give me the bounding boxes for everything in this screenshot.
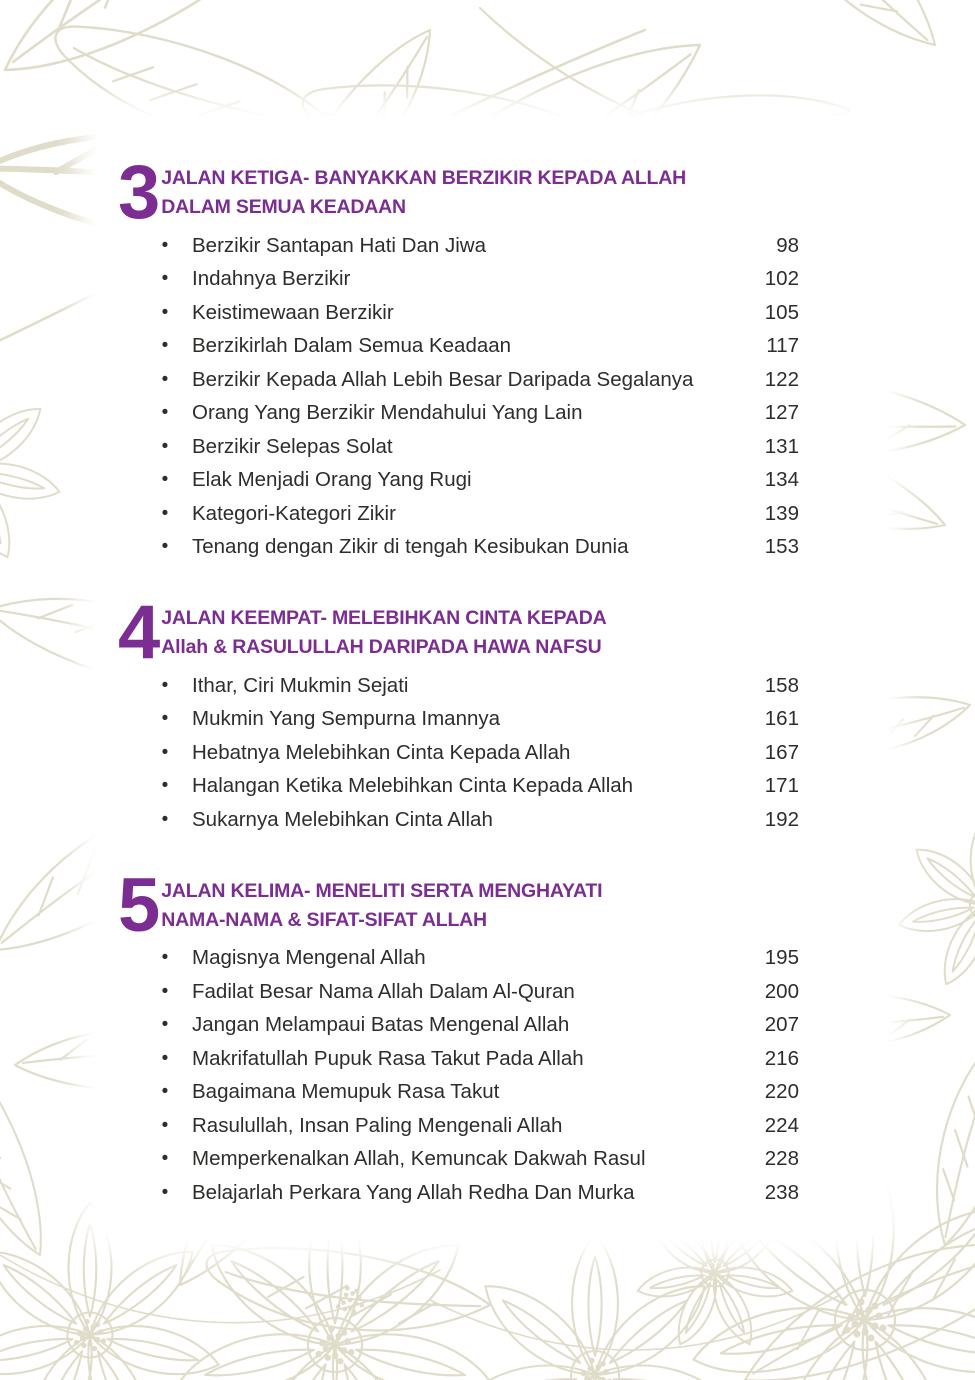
section-number: 4 — [118, 590, 159, 675]
toc-entry — [118, 464, 799, 498]
toc-entry — [118, 531, 799, 565]
toc-entry-label: Mukmin Yang Sempurna Imannya — [192, 707, 501, 731]
toc-section — [118, 590, 799, 837]
toc-content-panel — [95, 116, 887, 1240]
toc-entry-label: Hebatnya Melebihkan Cinta Kepada Allah — [192, 740, 571, 764]
bullet-icon: • — [161, 368, 169, 390]
toc-entry-label: Memperkenalkan Allah, Kemuncak Dakwah Rasul — [192, 1147, 646, 1171]
toc-entry-page-number: 153 — [764, 535, 799, 559]
section-title — [161, 164, 686, 222]
toc-entry-page-number: 200 — [764, 979, 799, 1003]
toc-entry-page-number: 102 — [764, 267, 799, 291]
section-title-line1: JALAN KEEMPAT- MELEBIHKAN CINTA KEPADA — [161, 607, 607, 629]
toc-entry — [118, 942, 799, 976]
section-number: 5 — [118, 862, 159, 948]
toc-entry — [118, 430, 799, 464]
toc-entry-page-number: 216 — [764, 1046, 799, 1070]
section-header — [118, 150, 799, 235]
toc-entry-label: Bagaimana Memupuk Rasa Takut — [192, 1080, 500, 1104]
section-title-line1: JALAN KETIGA- BANYAKKAN BERZIKIR KEPADA ALLAH — [161, 167, 687, 189]
toc-entry-label: Indahnya Berzikir — [192, 267, 351, 291]
toc-entry-label: Berzikir Santapan Hati Dan Jiwa — [192, 233, 486, 257]
toc-entry — [118, 363, 799, 397]
toc-entry-page-number: 224 — [764, 1113, 799, 1137]
toc-entry-label: Magisnya Mengenal Allah — [192, 946, 426, 970]
toc-entry-page-number: 195 — [764, 946, 799, 970]
toc-entry — [118, 975, 799, 1009]
toc-list — [118, 942, 799, 1210]
toc-list — [118, 669, 799, 837]
toc-entry-label: Tenang dengan Zikir di tengah Kesibukan Dunia — [192, 535, 629, 559]
toc-section — [118, 862, 799, 1210]
toc-entry-label: Kategori-Kategori Zikir — [192, 501, 396, 525]
toc-entry-page-number: 167 — [764, 740, 799, 764]
toc-entry-page-number: 207 — [764, 1013, 799, 1037]
bullet-icon: • — [161, 1148, 169, 1170]
toc-entry-page-number: 228 — [764, 1147, 799, 1171]
section-header — [118, 590, 799, 675]
toc-entry — [118, 397, 799, 431]
toc-entry-page-number: 238 — [764, 1180, 799, 1204]
toc-entry — [118, 263, 799, 297]
toc-entry-page-number: 220 — [764, 1080, 799, 1104]
section-title-line1: JALAN KELIMA- MENELITI SERTA MENGHAYATI — [161, 879, 603, 902]
toc-section — [118, 150, 799, 564]
toc-entry-label: Berzikirlah Dalam Semua Keadaan — [192, 334, 512, 358]
bullet-icon: • — [161, 980, 169, 1002]
toc-entry-label: Halangan Ketika Melebihkan Cinta Kepada Allah — [192, 774, 634, 798]
bullet-icon: • — [161, 1047, 169, 1069]
toc-entry — [118, 1076, 799, 1110]
bullet-icon: • — [161, 741, 169, 763]
toc-entry — [118, 1143, 799, 1177]
toc-entry — [118, 1009, 799, 1043]
bullet-icon: • — [161, 1014, 169, 1036]
toc-entry-label: Rasulullah, Insan Paling Mengenali Allah — [192, 1113, 563, 1137]
toc-entry-page-number: 139 — [764, 501, 799, 525]
bullet-icon: • — [161, 234, 169, 256]
toc-entry-label: Orang Yang Berzikir Mendahului Yang Lain — [192, 401, 583, 425]
toc-entry-label: Jangan Melampaui Batas Mengenal Allah — [192, 1013, 570, 1037]
toc-entry — [118, 803, 799, 837]
toc-entry-label: Keistimewaan Berzikir — [192, 300, 394, 324]
toc-entry-label: Fadilat Besar Nama Allah Dalam Al-Quran — [192, 979, 575, 1003]
toc-entry-page-number: 98 — [776, 233, 799, 257]
bullet-icon: • — [161, 1181, 169, 1203]
toc-entry-label: Sukarnya Melebihkan Cinta Allah — [192, 807, 493, 831]
section-number: 3 — [118, 150, 159, 235]
section-title-line2: DALAM SEMUA KEADAAN — [161, 196, 406, 218]
toc-entry — [118, 1109, 799, 1143]
toc-entry-label: Elak Menjadi Orang Yang Rugi — [192, 468, 472, 492]
toc-entry-page-number: 127 — [764, 401, 799, 425]
bullet-icon: • — [161, 947, 169, 969]
bullet-icon: • — [161, 1114, 169, 1136]
toc-entry-page-number: 192 — [764, 807, 799, 831]
toc-entry-page-number: 117 — [766, 334, 799, 358]
toc-entry-label: Makrifatullah Pupuk Rasa Takut Pada Allah — [192, 1046, 584, 1070]
toc-entry-page-number: 158 — [764, 673, 799, 697]
toc-entry — [118, 296, 799, 330]
toc-entry — [118, 770, 799, 804]
section-title-line2: NAMA-NAMA & SIFAT-SIFAT ALLAH — [161, 908, 487, 931]
toc-entry — [118, 330, 799, 364]
bullet-icon: • — [161, 808, 169, 830]
toc-entry-page-number: 171 — [764, 774, 799, 798]
bullet-icon: • — [161, 268, 169, 290]
bullet-icon: • — [161, 1081, 169, 1103]
toc-entry — [118, 703, 799, 737]
bullet-icon: • — [161, 502, 169, 524]
section-title — [161, 877, 602, 935]
toc-entry-label: Belajarlah Perkara Yang Allah Redha Dan Murka — [192, 1180, 635, 1204]
bullet-icon: • — [161, 536, 169, 558]
bullet-icon: • — [161, 335, 169, 357]
bullet-icon: • — [161, 435, 169, 457]
toc-entry-label: Ithar, Ciri Mukmin Sejati — [192, 673, 409, 697]
toc-entry-page-number: 105 — [764, 300, 799, 324]
toc-entry — [118, 497, 799, 531]
toc-entry — [118, 229, 799, 263]
toc-entry — [118, 736, 799, 770]
toc-entry-label: Berzikir Kepada Allah Lebih Besar Daripada Segalanya — [192, 367, 694, 391]
section-header — [118, 862, 799, 948]
section-title — [161, 604, 606, 662]
bullet-icon: • — [161, 708, 169, 730]
bullet-icon: • — [161, 402, 169, 424]
bullet-icon: • — [161, 301, 169, 323]
toc-entry — [118, 1176, 799, 1210]
section-title-line2: Allah & RASULULLAH DARIPADA HAWA NAFSU — [161, 636, 602, 658]
toc-entry-page-number: 131 — [764, 434, 799, 458]
toc-entry-page-number: 134 — [764, 468, 799, 492]
toc-entry — [118, 1042, 799, 1076]
bullet-icon: • — [161, 469, 169, 491]
toc-entry-page-number: 122 — [764, 367, 799, 391]
toc-entry-page-number: 161 — [764, 707, 799, 731]
bullet-icon: • — [161, 775, 169, 797]
bullet-icon: • — [161, 674, 169, 696]
toc-list — [118, 229, 799, 564]
toc-entry-label: Berzikir Selepas Solat — [192, 434, 393, 458]
toc-entry — [118, 669, 799, 703]
